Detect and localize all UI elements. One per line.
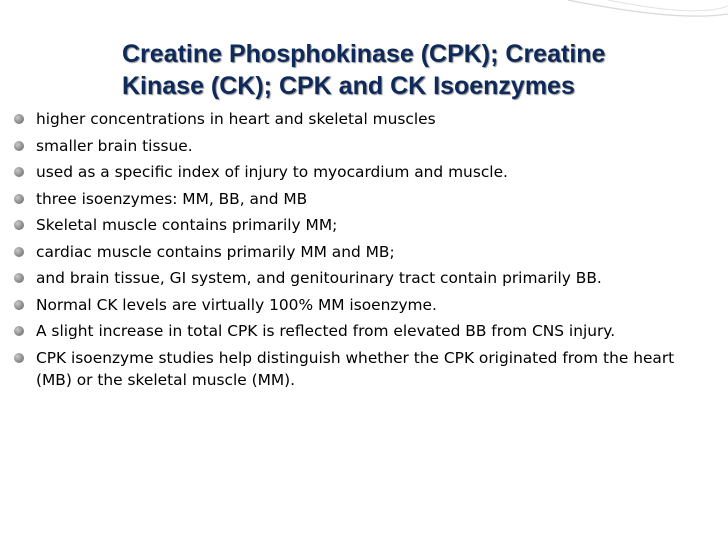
bullet-item (14, 108, 684, 130)
bullet-item (14, 188, 684, 210)
bullet-item (14, 214, 684, 236)
bullet-text: and brain tissue, GI system, and genitourinary tract contain primarily BB. (36, 269, 602, 287)
bullet-item (14, 347, 684, 391)
bullet-icon (14, 300, 24, 310)
bullet-text: Skeletal muscle contains primarily MM; (36, 216, 338, 234)
bullet-item (14, 294, 684, 316)
bullet-icon (14, 114, 24, 124)
slide-title: Creatine Phosphokinase (CPK); Creatine Kinase (CK); CPK and CK Isoenzymes (122, 40, 606, 100)
bullet-icon (14, 220, 24, 230)
bullet-icon (14, 194, 24, 204)
decor-arc-2 (608, 0, 728, 11)
bullet-icon (14, 353, 24, 363)
bullet-icon (14, 167, 24, 177)
bullet-list (14, 108, 684, 395)
bullet-text: used as a specific index of injury to myocardium and muscle. (36, 163, 508, 181)
decor-arc-1 (568, 0, 728, 16)
bullet-item (14, 241, 684, 263)
bullet-icon (14, 326, 24, 336)
bullet-item (14, 135, 684, 157)
bullet-text: A slight increase in total CPK is reflected from elevated BB from CNS injury. (36, 322, 616, 340)
bullet-item (14, 161, 684, 183)
bullet-icon (14, 273, 24, 283)
bullet-icon (14, 247, 24, 257)
bullet-icon (14, 141, 24, 151)
bullet-text: CPK isoenzyme studies help distinguish whether the CPK originated from the heart (MB) or the skeletal muscle (MM). (36, 348, 675, 389)
bullet-text: three isoenzymes: MM, BB, and MB (36, 189, 308, 208)
bullet-text: cardiac muscle contains primarily MM and MB; (36, 242, 395, 261)
bullet-item (14, 267, 684, 289)
bullet-text: Normal CK levels are virtually 100% MM isoenzyme. (36, 295, 437, 314)
bullet-text: higher concentrations in heart and skeletal muscles (36, 110, 436, 128)
bullet-item (14, 320, 684, 342)
bullet-text: smaller brain tissue. (36, 136, 193, 155)
